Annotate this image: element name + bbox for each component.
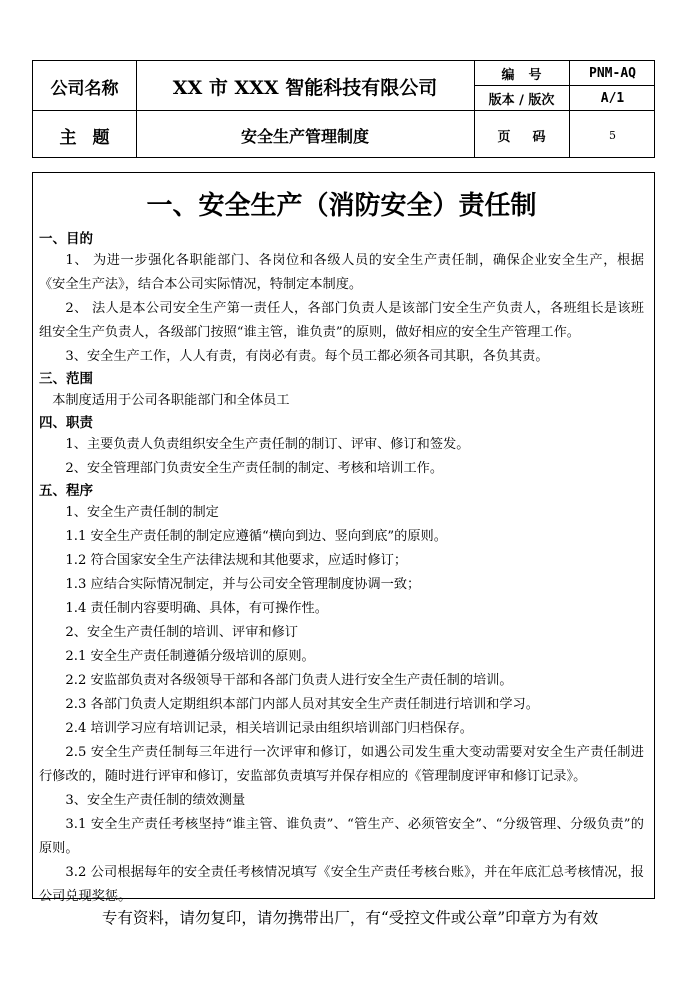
document-code-label: 编号 (501, 68, 556, 83)
section-heading-procedure: 五、程序 (39, 483, 93, 499)
paragraph: 2、 法人是本公司安全生产第一责任人，各部门负责人是该部门安全生产负责人，各班组长是该班组安全生产负责人，各级部门按照“谁主管，谁负责”的原则，做好相应的安全生产管理工作。 (39, 301, 644, 340)
subsection-heading: 2、安全生产责任制的培训、评审和修订 (65, 625, 298, 640)
subject-value: 安全生产管理制度 (240, 126, 369, 146)
clause: 2.1 安全生产责任制遵循分级培训的原则。 (65, 649, 315, 664)
page-number-label: 页码 (497, 129, 568, 145)
section-heading-responsibilities: 四、职责 (39, 415, 93, 431)
footer-notice: 专有资料，请勿复印，请勿携带出厂，有“受控文件或公章”印章方为有效 (101, 909, 599, 927)
version-value: A/1 (600, 91, 625, 106)
paragraph: 1、主要负责人负责组织安全生产责任制的制订、评审、修订和签发。 (65, 437, 470, 452)
document-body (32, 172, 655, 904)
clause: 1.3 应结合实际情况制定，并与公司安全管理制度协调一致； (65, 577, 421, 592)
clause: 1.2 符合国家安全生产法律法规和其他要求，应适时修订； (65, 553, 408, 568)
clause: 2.2 安监部负责对各级领导干部和各部门负责人进行安全生产责任制的培训。 (65, 673, 513, 688)
page-number-value: 5 (609, 128, 616, 142)
clause: 1.4 责任制内容要明确、具体，有可操作性。 (65, 601, 328, 616)
clause: 3.1 安全生产责任考核坚持“谁主管、谁负责”、“管生产、必须管安全”、“分级管理、分级负责”的原则。 (39, 817, 644, 856)
document-title: 一、安全生产（消防安全）责任制 (146, 191, 537, 221)
paragraph: 3、安全生产工作，人人有责，有岗必有责。每个员工都必须各司其职，各负其责。 (65, 349, 549, 364)
clause: 2.3 各部门负责人定期组织本部门内部人员对其安全生产责任制进行培训和学习。 (65, 697, 539, 712)
document-header-table (32, 60, 655, 158)
subject-label: 主题 (59, 127, 126, 148)
clause: 3.2 公司根据每年的安全责任考核情况填写《安全生产责任考核台账》，并在年底汇总考核情况，报公司兑现奖惩。 (39, 865, 644, 904)
company-name-label: 公司名称 (50, 78, 119, 99)
clause: 2.4 培训学习应有培训记录，相关培训记录由组织培训部门归档保存。 (65, 721, 473, 736)
version-label: 版本 / 版次 (488, 93, 555, 108)
document-code-value: PNM-AQ (589, 66, 636, 81)
clause: 2.5 安全生产责任制每三年进行一次评审和修订，如遇公司发生重大变动需要对安全生产责任制进行修改的，随时进行评审和修订，安监部负责填写并保存相应的《管理制度评审和修订记录》。 (39, 745, 644, 784)
subsection-heading: 3、安全生产责任制的绩效测量 (65, 793, 246, 808)
subsection-heading: 1、安全生产责任制的制定 (65, 505, 219, 520)
company-name-value: XX 市 XXX 智能科技有限公司 (172, 76, 438, 99)
section-heading-purpose: 一、目的 (39, 231, 93, 247)
section-heading-scope: 三、范围 (39, 371, 93, 387)
paragraph: 2、安全管理部门负责安全生产责任制的制定、考核和培训工作。 (65, 461, 444, 476)
clause: 1.1 安全生产责任制的制定应遵循“横向到边、竖向到底”的原则。 (65, 529, 447, 544)
paragraph: 1、 为进一步强化各职能部门、各岗位和各级人员的安全生产责任制，确保企业安全生产，根据《安全生产法》，结合本公司实际情况，特制定本制度。 (39, 253, 644, 292)
paragraph: 本制度适用于公司各职能部门和全体员工 (52, 393, 290, 408)
